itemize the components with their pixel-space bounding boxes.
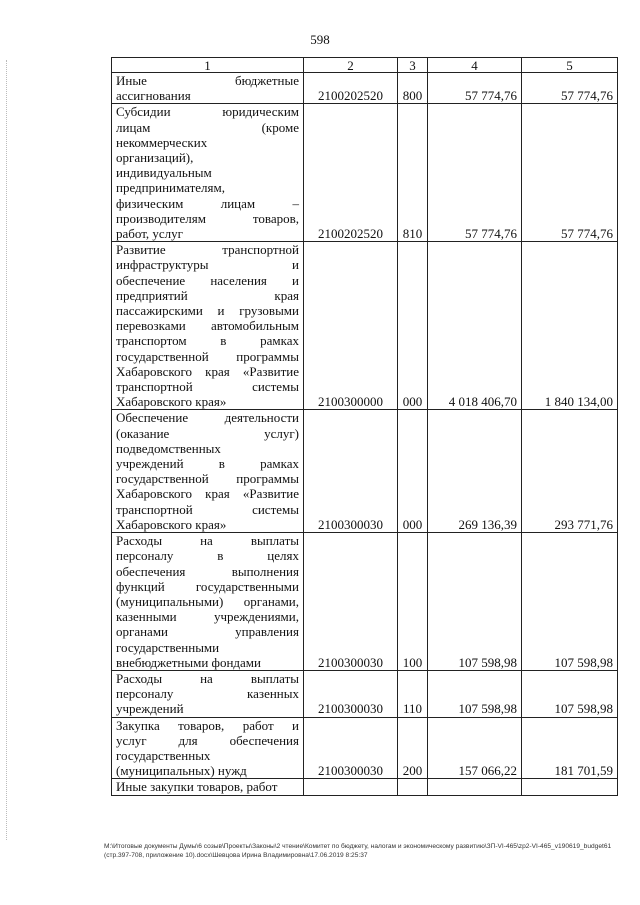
expense-type-code: 000: [398, 410, 428, 533]
table-row: [112, 104, 618, 242]
target-article-code: 2100202520: [304, 73, 398, 104]
target-article-code: 2100300030: [304, 410, 398, 533]
description-line: Закупка товаров, работ и: [116, 717, 299, 733]
expense-type-code: 810: [398, 104, 428, 242]
target-article-code: 2100202520: [304, 104, 398, 242]
amount-column-4: [428, 779, 522, 795]
description-line: учреждений: [116, 701, 184, 717]
row-description: [112, 717, 304, 779]
expense-type-code: [398, 779, 428, 795]
description-line: производителям товаров,: [116, 210, 299, 226]
column-header: 2: [304, 58, 398, 73]
description-line: Иные закупки товаров, работ: [116, 779, 278, 795]
expense-type-code: 100: [398, 533, 428, 671]
description-line: Развитие транспортной: [116, 242, 299, 258]
amount-column-4: 269 136,39: [428, 410, 522, 533]
table-row: [112, 410, 618, 533]
amount-column-4: 57 774,76: [428, 73, 522, 104]
row-description: [112, 533, 304, 671]
description-line: физическим лицам –: [116, 195, 299, 211]
description-line: персоналу казенных: [116, 686, 299, 702]
description-line: государственной программы: [116, 471, 299, 487]
amount-column-4: 57 774,76: [428, 104, 522, 242]
description-line: персоналу в целях: [116, 548, 299, 564]
target-article-code: 2100300030: [304, 717, 398, 779]
amount-column-5: 57 774,76: [522, 104, 618, 242]
description-line: инфраструктуры и: [116, 257, 299, 273]
table-row: [112, 717, 618, 779]
amount-column-4: 107 598,98: [428, 670, 522, 717]
description-line: транспортом в рамках: [116, 333, 299, 349]
expense-type-code: 200: [398, 717, 428, 779]
amount-column-4: 107 598,98: [428, 533, 522, 671]
amount-column-4: 4 018 406,70: [428, 242, 522, 410]
description-line: учреждений в рамках: [116, 456, 299, 472]
row-description: [112, 410, 304, 533]
row-description: [112, 779, 304, 795]
target-article-code: [304, 779, 398, 795]
amount-column-5: 1 840 134,00: [522, 242, 618, 410]
table-row: [112, 242, 618, 410]
description-line: Обеспечение деятельности: [116, 410, 299, 426]
column-header: 3: [398, 58, 428, 73]
description-line: некоммерческих: [116, 134, 208, 150]
description-line: подведомственных: [116, 440, 221, 456]
description-line: услуг для обеспечения: [116, 732, 299, 748]
description-line: внебюджетными фондами: [116, 654, 261, 670]
description-line: Хабаровского края «Развитие: [116, 486, 299, 502]
table-row: [112, 670, 618, 717]
description-line: лицам (кроме: [116, 119, 299, 135]
target-article-code: 2100300000: [304, 242, 398, 410]
description-line: пассажирскими и грузовыми: [116, 303, 299, 319]
description-line: работ, услуг: [116, 226, 184, 242]
row-description: [112, 242, 304, 410]
description-line: Расходы на выплаты: [116, 533, 299, 549]
description-line: предпринимателям,: [116, 180, 225, 196]
column-header: 5: [522, 58, 618, 73]
expense-type-code: 000: [398, 242, 428, 410]
table-row: [112, 779, 618, 795]
description-line: государственной программы: [116, 348, 299, 364]
description-line: предприятий края: [116, 287, 299, 303]
amount-column-5: 181 701,59: [522, 717, 618, 779]
expense-type-code: 110: [398, 670, 428, 717]
table-row: [112, 73, 618, 104]
description-line: транспортной системы: [116, 501, 299, 517]
row-description: [112, 670, 304, 717]
description-line: (муниципальных) нужд: [116, 763, 247, 779]
description-line: (муниципальными) органами,: [116, 593, 299, 609]
amount-column-5: 293 771,76: [522, 410, 618, 533]
description-line: казенными учреждениями,: [116, 609, 299, 625]
description-line: (оказание услуг): [116, 425, 299, 441]
amount-column-4: 157 066,22: [428, 717, 522, 779]
amount-column-5: [522, 779, 618, 795]
column-header: 4: [428, 58, 522, 73]
table-row: [112, 533, 618, 671]
description-line: ассигнования: [116, 88, 191, 104]
amount-column-5: 107 598,98: [522, 670, 618, 717]
description-line: организаций),: [116, 150, 194, 166]
page-number: 598: [310, 32, 330, 47]
description-line: транспортной системы: [116, 379, 299, 395]
description-line: Расходы на выплаты: [116, 670, 299, 686]
document-footer-path: M:\Итоговые документы Думы\6 созыв\Проекты\Законы\2 чтение\Комитет по бюджету, налогам и экономическому развитию\ЗП-VI-465\zp2-VI-465_v190619_budget61 (стр.397-708, приложение 10).docx\Шевцова Ирина Владимировна\17.06.2019 8:25:37: [104, 843, 612, 859]
description-line: государственных: [116, 747, 211, 763]
amount-column-5: 107 598,98: [522, 533, 618, 671]
margin-dotted-line: [6, 60, 7, 840]
description-line: обеспечения выполнения: [116, 563, 299, 579]
target-article-code: 2100300030: [304, 670, 398, 717]
target-article-code: 2100300030: [304, 533, 398, 671]
row-description: [112, 73, 304, 104]
row-description: [112, 104, 304, 242]
description-line: Хабаровского края «Развитие: [116, 363, 299, 379]
description-line: индивидуальным: [116, 165, 212, 181]
column-header: 1: [112, 58, 304, 73]
description-line: функций государственными: [116, 578, 299, 594]
amount-column-5: 57 774,76: [522, 73, 618, 104]
description-line: обеспечение населения и: [116, 272, 299, 288]
description-line: Иные бюджетные: [116, 73, 299, 88]
description-line: Хабаровского края»: [116, 516, 227, 532]
description-line: перевозками автомобильным: [116, 318, 299, 334]
description-line: Субсидии юридическим: [116, 104, 299, 120]
budget-table: [111, 57, 618, 796]
expense-type-code: 800: [398, 73, 428, 104]
description-line: Хабаровского края»: [116, 394, 227, 410]
table-header-row: [112, 58, 618, 73]
description-line: органами управления: [116, 624, 299, 640]
description-line: государственными: [116, 639, 220, 655]
